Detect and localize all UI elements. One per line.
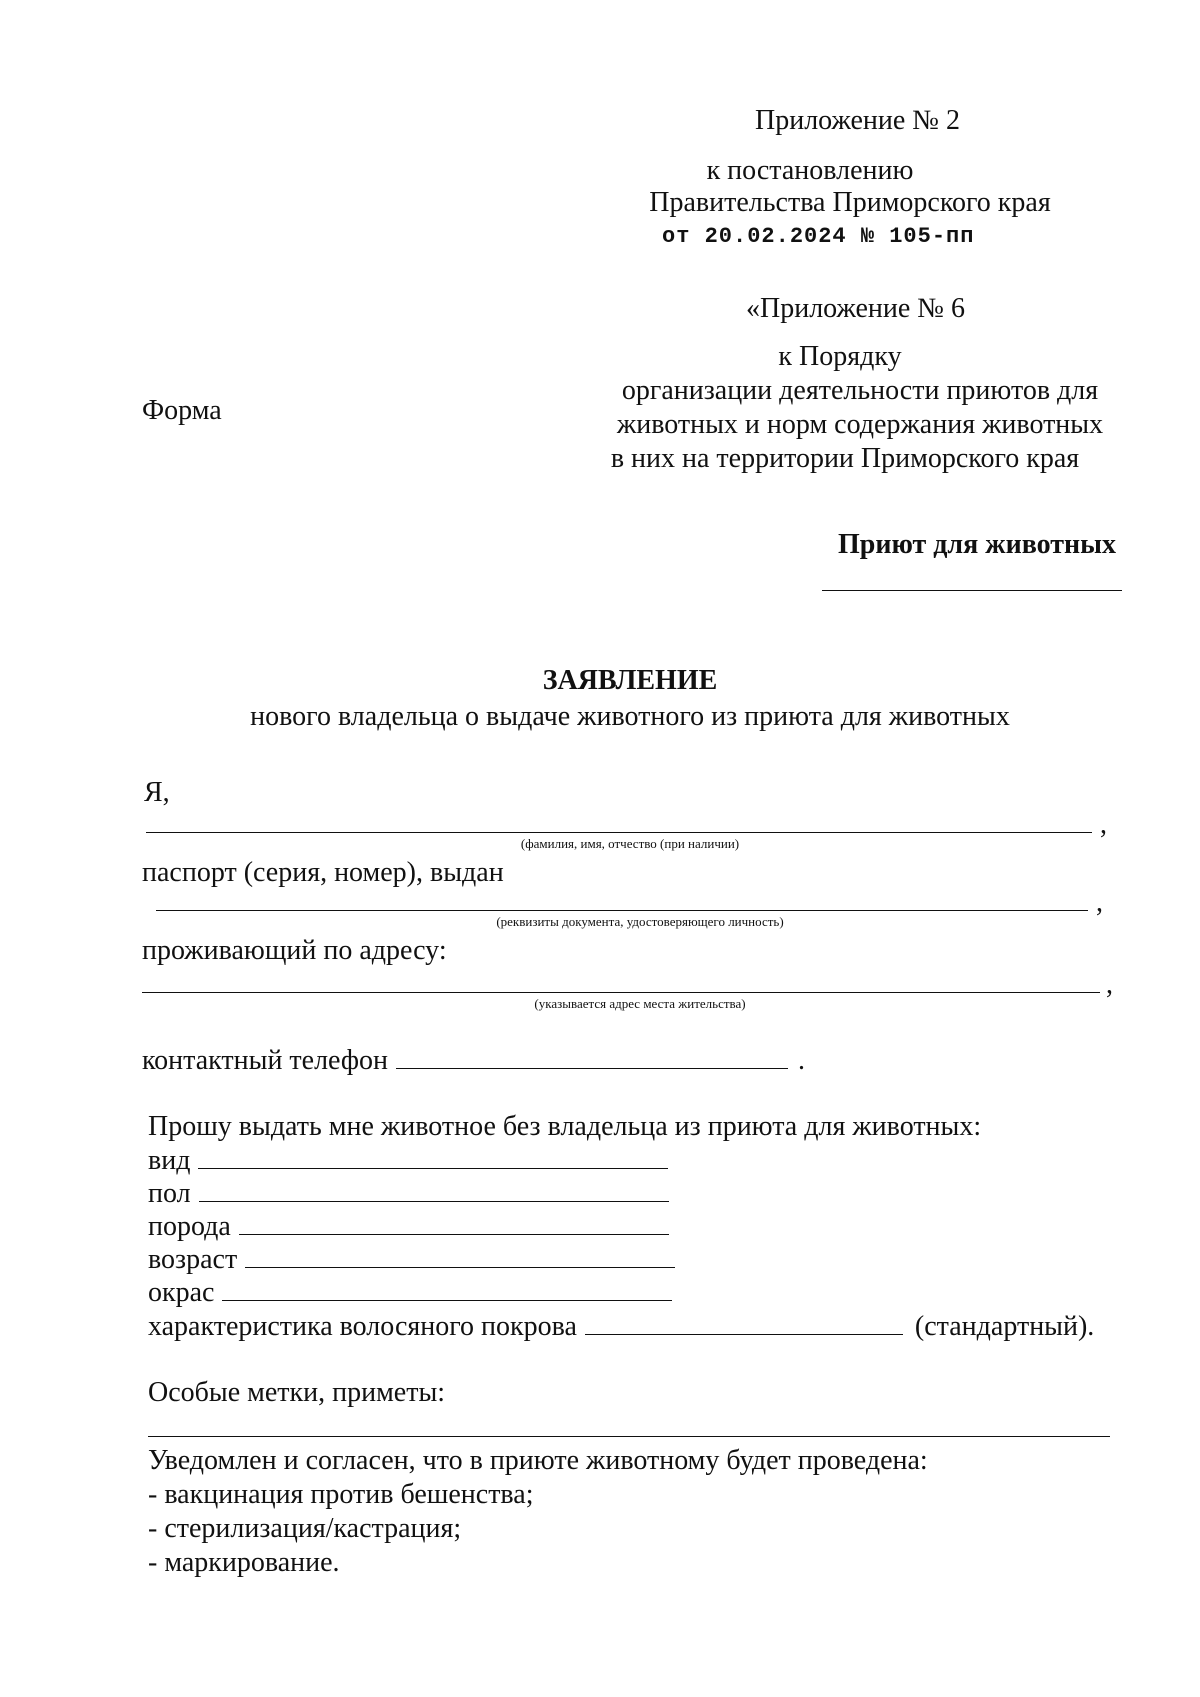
document-subtitle: нового владельца о выдаче животного из приюта для животных bbox=[250, 701, 1010, 732]
document-title: ЗАЯВЛЕНИЕ bbox=[542, 665, 718, 696]
coat-line[interactable] bbox=[585, 1312, 903, 1335]
sex-line[interactable] bbox=[199, 1179, 669, 1202]
address-line[interactable] bbox=[142, 992, 1100, 993]
appendix-number: Приложение № 2 bbox=[755, 105, 960, 136]
notice-intro: Уведомлен и согласен, что в приюте животному будет проведена: bbox=[148, 1445, 928, 1476]
breed-label: порода bbox=[148, 1211, 231, 1242]
species-label: вид bbox=[148, 1145, 191, 1176]
coat-row bbox=[148, 1310, 1094, 1344]
special-marks-label: Особые метки, приметы: bbox=[148, 1377, 446, 1408]
shelter-label: Приют для животных bbox=[838, 529, 1117, 560]
order-line-3: в них на территории Приморского края bbox=[610, 443, 1080, 474]
color-row bbox=[148, 1276, 672, 1310]
age-line[interactable] bbox=[245, 1245, 675, 1268]
species-row bbox=[148, 1144, 668, 1178]
address-hint: (указывается адрес места жительства) bbox=[534, 996, 746, 1011]
phone-line[interactable] bbox=[396, 1046, 788, 1069]
government-line: Правительства Приморского края bbox=[649, 187, 1051, 218]
fio-comma: , bbox=[1100, 809, 1107, 840]
phone-row bbox=[142, 1044, 805, 1078]
order-line-1: организации деятельности приютов для bbox=[621, 375, 1099, 406]
breed-row bbox=[148, 1210, 669, 1244]
inner-appendix-number: «Приложение № 6 bbox=[746, 293, 965, 324]
fio-hint: (фамилия, имя, отчество (при наличии) bbox=[520, 836, 740, 851]
color-line[interactable] bbox=[222, 1278, 672, 1301]
to-resolution: к постановлению bbox=[706, 155, 914, 186]
request-intro: Прошу выдать мне животное без владельца из приюта для животных: bbox=[148, 1111, 982, 1142]
species-line[interactable] bbox=[198, 1146, 668, 1169]
coat-suffix: (стандартный). bbox=[914, 1311, 1095, 1342]
notice-item: - стерилизация/кастрация; bbox=[148, 1513, 462, 1544]
notice-item: - вакцинация против бешенства; bbox=[148, 1479, 534, 1510]
breed-line[interactable] bbox=[239, 1212, 669, 1235]
sex-row bbox=[148, 1177, 669, 1211]
address-comma: , bbox=[1106, 969, 1113, 1000]
age-row bbox=[148, 1243, 675, 1277]
resolution-date-number: от 20.02.2024 № 105-пп bbox=[662, 224, 975, 249]
passport-label: паспорт (серия, номер), выдан bbox=[142, 857, 504, 888]
age-label: возраст bbox=[148, 1244, 238, 1275]
document-hint: (реквизиты документа, удостоверяющего личность) bbox=[496, 914, 784, 929]
passport-comma: , bbox=[1096, 887, 1103, 918]
special-marks-line[interactable] bbox=[148, 1436, 1110, 1437]
color-label: окрас bbox=[148, 1277, 215, 1308]
sex-label: пол bbox=[148, 1178, 191, 1209]
order-line-2: животных и норм содержания животных bbox=[616, 409, 1104, 440]
passport-line[interactable] bbox=[156, 910, 1088, 911]
to-order: к Порядку bbox=[778, 341, 902, 372]
shelter-name-line[interactable] bbox=[822, 590, 1122, 591]
form-label: Форма bbox=[142, 395, 222, 426]
phone-period: . bbox=[797, 1045, 805, 1076]
notice-item: - маркирование. bbox=[148, 1547, 340, 1578]
coat-label: характеристика волосяного покрова bbox=[148, 1311, 577, 1342]
applicant-i: Я, bbox=[144, 777, 170, 808]
phone-label: контактный телефон bbox=[142, 1045, 388, 1076]
fio-line[interactable] bbox=[146, 832, 1092, 833]
address-label: проживающий по адресу: bbox=[142, 935, 447, 966]
